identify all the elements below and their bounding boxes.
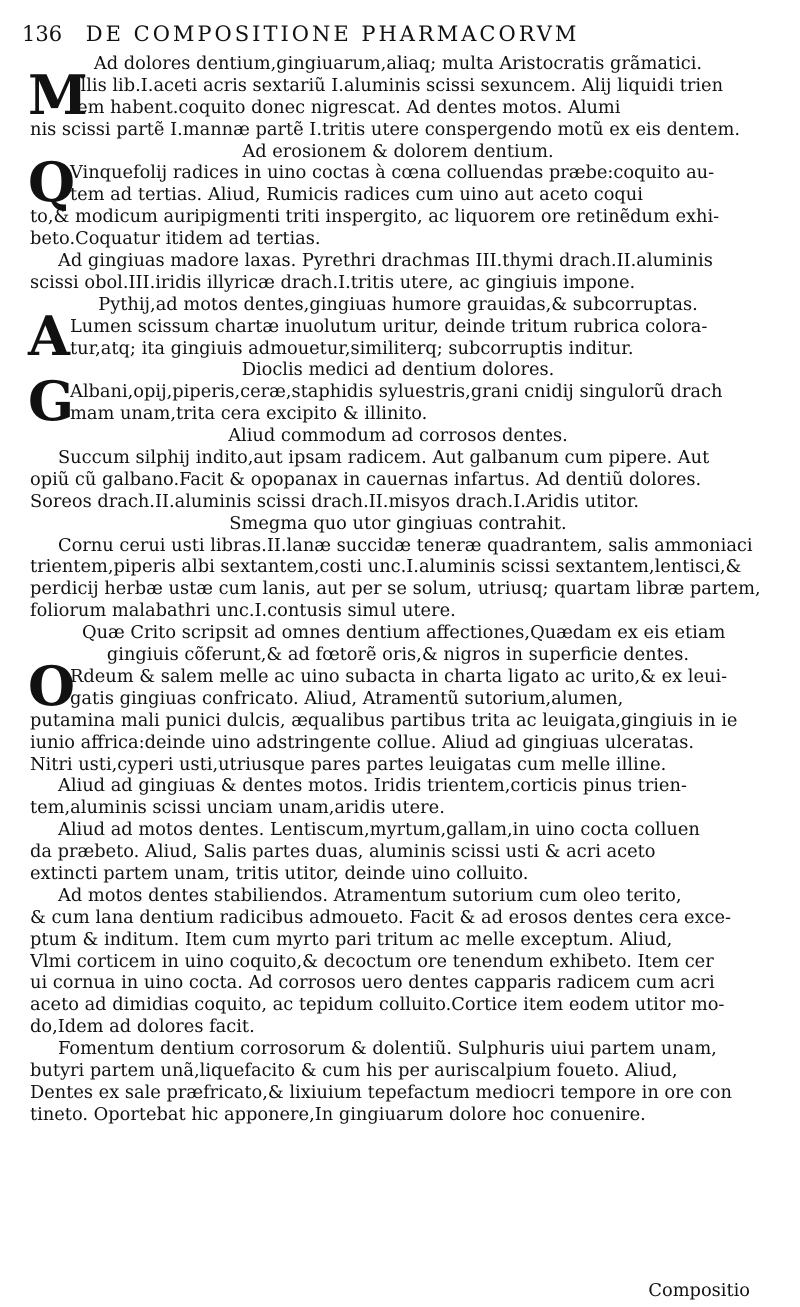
text-line: Vinquefolij radices in uino coctas à cœna colluendas præbe:coquito au- <box>70 162 715 184</box>
text-line: da præbeto. Aliud, Salis partes duas, aluminis scissi usti & acri aceto <box>30 841 656 863</box>
text-line: putamina mali punici dulcis, æqualibus partibus trita ac leuigata,gingiuis in ie <box>30 709 738 731</box>
drop-cap: Q <box>28 150 76 215</box>
text-line: do,Idem ad dolores facit. <box>30 1016 255 1038</box>
section-heading: Ad dolores dentium,gingiuarum,aliaq; multa Aristocratis grãmatici. <box>93 53 703 74</box>
text-line: nis scissi partẽ I.mannæ partẽ I.tritis utere conspergendo motũ ex eis dentem. <box>30 118 740 140</box>
catchword: Compositio <box>648 1280 750 1301</box>
text-line: Ad gingiuas madore laxas. Pyrethri drachmas III.thymi drach.II.aluminis <box>58 250 713 272</box>
text-line: perdicij herbæ ustæ cum lanis, aut per se solum, utriusq; quartam libræ partem, <box>30 578 761 600</box>
section-heading: Aliud commodum ad corrosos dentes. <box>228 425 568 447</box>
text-line: beto.Coquatur itidem ad tertias. <box>30 228 321 250</box>
text-line: Aliud ad gingiuas & dentes motos. Iridis trientem,corticis pinus trien- <box>58 775 687 797</box>
text-line: opiũ cũ galbano.Facit & opopanax in cauernas infartus. Ad dentiũ dolores. <box>30 468 702 490</box>
text-line: Rdeum & salem melle ac uino subacta in charta ligato ac urito,& ex leui- <box>70 665 728 687</box>
running-title: DE COMPOSITIONE PHARMACORVM <box>85 22 580 46</box>
text-line: Lumen scissum chartæ inuolutum uritur, deinde tritum rubrica colora- <box>70 315 708 337</box>
text-line: to,& modicum auripigmenti triti inspergito, ac liquorem ore retinẽdum exhi- <box>30 206 720 228</box>
text-line: Fomentum dentium corrosorum & dolentiũ. Sulphuris uiui partem unam, <box>58 1038 717 1060</box>
text-line: Soreos drach.II.aluminis scissi drach.II.misyos drach.I.Aridis utitor. <box>30 490 640 512</box>
text-line: tem,aluminis scissi unciam unam,aridis utere. <box>30 797 445 819</box>
section-heading: gingiuis cõferunt,& ad fœtorẽ oris,& nigros in superficie dentes. <box>106 644 690 666</box>
text-line: Nitri usti,cyperi usti,utriusque pares partes leuigatas cum melle illine. <box>30 753 667 775</box>
text-line: trientem,piperis albi sextantem,costi unc.I.aluminis scissi sextantem,lentisci,& <box>30 556 742 578</box>
text-line: tur,atq; ita gingiuis admouetur,similiterq; subcorruptis inditur. <box>70 337 634 359</box>
text-line: tineto. Oportebat hic apponere,In gingiuarum dolore hoc conuenire. <box>30 1103 646 1125</box>
text-line: Dentes ex sale præfricato,& lixiuium tepefactum mediocri tempore in ore con <box>30 1081 732 1103</box>
section-heading: Dioclis medici ad dentium dolores. <box>241 359 555 381</box>
section-heading: Quæ Crito scripsit ad omnes dentium affectiones,Quædam ex eis etiam <box>82 622 726 644</box>
text-line: Ad motos dentes stabiliendos. Atramentum sutorium cum oleo terito, <box>58 884 682 906</box>
text-line: & cum lana dentium radicibus admoueto. Facit & ad erosos dentes cera exce- <box>30 906 732 928</box>
text-line: scissi obol.III.iridis illyricæ drach.I.tritis utere, ac gingiuis impone. <box>30 271 636 293</box>
text-line: aceto ad dimidias coquito, ac tepidum colluito.Cortice item eodem utitor mo- <box>30 994 725 1016</box>
text-line: mam unam,trita cera excipito & illinito. <box>70 403 428 425</box>
drop-cap: A <box>28 303 70 368</box>
drop-cap: M <box>28 62 88 127</box>
text-line: ptum & inditum. Item cum myrto pari tritum ac melle exceptum. Aliud, <box>30 928 673 950</box>
section-heading: Ad erosionem & dolorem dentium. <box>242 140 554 162</box>
text-line: Succum silphij indito,aut ipsam radicem. Aut galbanum cum pipere. Aut <box>58 447 710 469</box>
text-line: tem ad tertias. Aliud, Rumicis radices cum uino aut aceto coqui <box>70 184 643 206</box>
text-line: Vlmi corticem in uino coquito,& decoctum ore tenendum exhibeto. Item cer <box>30 950 714 972</box>
text-line: foliorum malabathri unc.I.contusis simul utere. <box>30 600 456 622</box>
drop-cap: G <box>28 369 75 434</box>
section-heading: Pythij,ad motos dentes,gingiuas humore grauidas,& subcorruptas. <box>98 293 698 315</box>
body-text <box>30 53 766 1126</box>
drop-cap: O <box>28 653 76 718</box>
text-line: Aliud ad motos dentes. Lentiscum,myrtum,gallam,in uino cocta colluen <box>58 819 700 841</box>
text-line: extincti partem unam, tritis utitor, deinde uino colluito. <box>30 862 529 884</box>
text-line: Cornu cerui usti libras.II.lanæ succidæ teneræ quadrantem, salis ammoniaci <box>58 534 753 556</box>
text-line: Albani,opij,piperis,ceræ,staphidis syluestris,grani cnidij singulorũ drach <box>70 381 723 403</box>
text-line: ui cornua in uino cocta. Ad corrosos uero dentes capparis radicem cum acri <box>30 972 715 994</box>
section-heading: Smegma quo utor gingiuas contrahit. <box>229 512 567 534</box>
text-line: gatis gingiuas confricato. Aliud, Atramentũ sutorium,alumen, <box>70 687 624 709</box>
text-line: butyri partem unã,liquefacito & cum his per auriscalpium foueto. Aliud, <box>30 1059 678 1081</box>
text-line: ellis lib.I.aceti acris sextariũ I.aluminis scissi sexuncem. Alij liquidi trien <box>70 74 724 96</box>
page-number: 136 <box>22 22 63 46</box>
text-line: tem habent.coquito donec nigrescat. Ad dentes motos. Alumi <box>70 96 621 118</box>
running-header <box>22 22 762 46</box>
text-line: iunio affrica:deinde uino adstringente collue. Aliud ad gingiuas ulceratas. <box>30 731 695 753</box>
